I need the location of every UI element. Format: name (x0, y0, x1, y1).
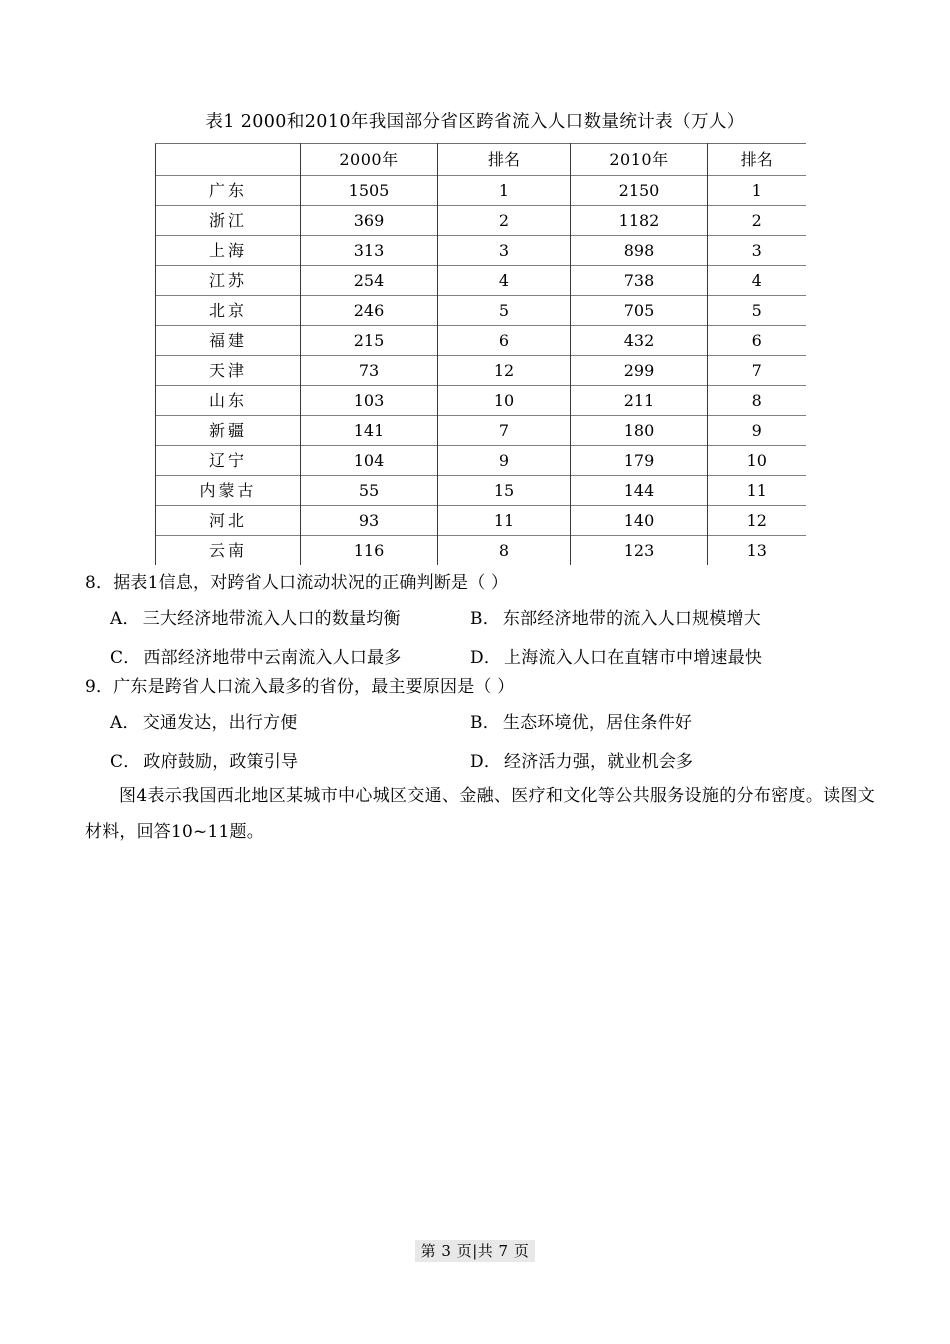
table-row (156, 506, 806, 536)
cell-rank-2000: 9 (438, 446, 571, 476)
cell-value-2010: 705 (571, 296, 708, 326)
population-inflow-table (155, 143, 806, 565)
option-letter: A． (110, 713, 140, 733)
option-letter: D． (470, 752, 502, 772)
cell-value-2010: 2150 (571, 176, 708, 206)
statistics-table-container (155, 143, 805, 565)
question-9-option-c[interactable] (110, 747, 298, 772)
question-8-options-row-1 (85, 604, 885, 640)
cell-value-2010: 299 (571, 356, 708, 386)
cell-province-name: 河北 (156, 506, 301, 536)
cell-value-2010: 738 (571, 266, 708, 296)
option-text: 生态环境优，居住条件好 (502, 713, 693, 733)
cell-value-2000: 1505 (301, 176, 438, 206)
cell-province-name: 上海 (156, 236, 301, 266)
cell-value-2000: 313 (301, 236, 438, 266)
col-header-2010: 2010年 (571, 144, 708, 176)
intro-paragraph-text: 图4表示我国西北地区某城市中心城区交通、金融、医疗和文化等公共服务设施的分布密度。读图文材料，回答10~11题。 (85, 786, 875, 842)
cell-rank-2010: 2 (708, 206, 806, 236)
option-text: 上海流入人口在直辖市中增速最快 (504, 648, 763, 668)
option-letter: C． (110, 648, 141, 668)
table-row (156, 236, 806, 266)
intro-paragraph (85, 778, 875, 850)
cell-value-2000: 93 (301, 506, 438, 536)
cell-value-2000: 55 (301, 476, 438, 506)
question-8-option-b[interactable] (470, 604, 761, 629)
option-text: 经济活力强，就业机会多 (504, 752, 694, 772)
table-row (156, 446, 806, 476)
question-9-option-d[interactable] (470, 747, 693, 772)
cell-value-2010: 1182 (571, 206, 708, 236)
table-row (156, 476, 806, 506)
cell-rank-2000: 4 (438, 266, 571, 296)
table-row (156, 176, 806, 206)
table-row (156, 416, 806, 446)
page-number-label: 第 3 页|共 7 页 (415, 1240, 536, 1262)
cell-rank-2000: 6 (438, 326, 571, 356)
option-text: 三大经济地带流入人口的数量均衡 (142, 609, 401, 629)
cell-value-2010: 211 (571, 386, 708, 416)
question-8-option-d[interactable] (470, 643, 762, 668)
page-footer (0, 1240, 950, 1261)
table-row (156, 356, 806, 386)
cell-province-name: 新疆 (156, 416, 301, 446)
cell-rank-2010: 3 (708, 236, 806, 266)
cell-province-name: 山东 (156, 386, 301, 416)
cell-value-2010: 180 (571, 416, 708, 446)
cell-value-2000: 369 (301, 206, 438, 236)
cell-province-name: 江苏 (156, 266, 301, 296)
cell-value-2000: 73 (301, 356, 438, 386)
cell-value-2000: 116 (301, 536, 438, 566)
question-9-option-a[interactable] (110, 708, 298, 733)
option-text: 政府鼓励，政策引导 (143, 752, 299, 772)
cell-rank-2000: 3 (438, 236, 571, 266)
cell-rank-2000: 5 (438, 296, 571, 326)
col-header-rank-2010: 排名 (708, 144, 806, 176)
cell-province-name: 浙江 (156, 206, 301, 236)
question-8-option-a[interactable] (110, 604, 401, 629)
cell-value-2000: 104 (301, 446, 438, 476)
table-header-row (156, 144, 806, 176)
cell-rank-2010: 12 (708, 506, 806, 536)
option-letter: B． (470, 713, 500, 733)
cell-value-2000: 246 (301, 296, 438, 326)
cell-province-name: 天津 (156, 356, 301, 386)
cell-rank-2010: 7 (708, 356, 806, 386)
col-header-2000: 2000年 (301, 144, 438, 176)
cell-value-2010: 144 (571, 476, 708, 506)
col-header-blank (156, 144, 301, 176)
cell-rank-2010: 13 (708, 536, 806, 566)
cell-value-2010: 140 (571, 506, 708, 536)
cell-rank-2010: 6 (708, 326, 806, 356)
option-text: 东部经济地带的流入人口规模增大 (502, 609, 761, 629)
option-text: 西部经济地带中云南流入人口最多 (143, 648, 402, 668)
col-header-rank-2000: 排名 (438, 144, 571, 176)
cell-rank-2000: 8 (438, 536, 571, 566)
cell-rank-2010: 8 (708, 386, 806, 416)
question-8-stem: 8．据表1信息，对跨省人口流动状况的正确判断是（ ） (85, 573, 509, 593)
question-9-options-row-1 (85, 708, 885, 744)
option-letter: B． (470, 609, 500, 629)
cell-rank-2010: 1 (708, 176, 806, 206)
cell-value-2000: 215 (301, 326, 438, 356)
cell-province-name: 内蒙古 (156, 476, 301, 506)
cell-rank-2000: 7 (438, 416, 571, 446)
question-8-option-c[interactable] (110, 643, 401, 668)
table-caption: 表1 2000和2010年我国部分省区跨省流入人口数量统计表（万人） (205, 112, 745, 132)
cell-rank-2010: 5 (708, 296, 806, 326)
cell-value-2000: 103 (301, 386, 438, 416)
cell-value-2010: 898 (571, 236, 708, 266)
table-row (156, 296, 806, 326)
table-row (156, 326, 806, 356)
cell-province-name: 福建 (156, 326, 301, 356)
option-letter: D． (470, 648, 502, 668)
cell-rank-2000: 15 (438, 476, 571, 506)
cell-rank-2010: 4 (708, 266, 806, 296)
cell-rank-2010: 9 (708, 416, 806, 446)
table-row (156, 266, 806, 296)
cell-rank-2000: 11 (438, 506, 571, 536)
table-row (156, 206, 806, 236)
table-row (156, 386, 806, 416)
question-9-option-b[interactable] (470, 708, 692, 733)
cell-value-2010: 179 (571, 446, 708, 476)
option-text: 交通发达，出行方便 (142, 713, 298, 733)
table-row (156, 536, 806, 566)
cell-province-name: 云南 (156, 536, 301, 566)
cell-value-2000: 141 (301, 416, 438, 446)
question-9-stem: 9．广东是跨省人口流入最多的省份，最主要原因是（ ） (85, 677, 515, 697)
option-letter: A． (110, 609, 140, 629)
cell-rank-2010: 11 (708, 476, 806, 506)
cell-rank-2010: 10 (708, 446, 806, 476)
cell-value-2010: 432 (571, 326, 708, 356)
cell-province-name: 广东 (156, 176, 301, 206)
cell-value-2010: 123 (571, 536, 708, 566)
cell-rank-2000: 10 (438, 386, 571, 416)
cell-province-name: 北京 (156, 296, 301, 326)
cell-rank-2000: 12 (438, 356, 571, 386)
cell-province-name: 辽宁 (156, 446, 301, 476)
cell-rank-2000: 1 (438, 176, 571, 206)
cell-rank-2000: 2 (438, 206, 571, 236)
option-letter: C． (110, 752, 141, 772)
cell-value-2000: 254 (301, 266, 438, 296)
